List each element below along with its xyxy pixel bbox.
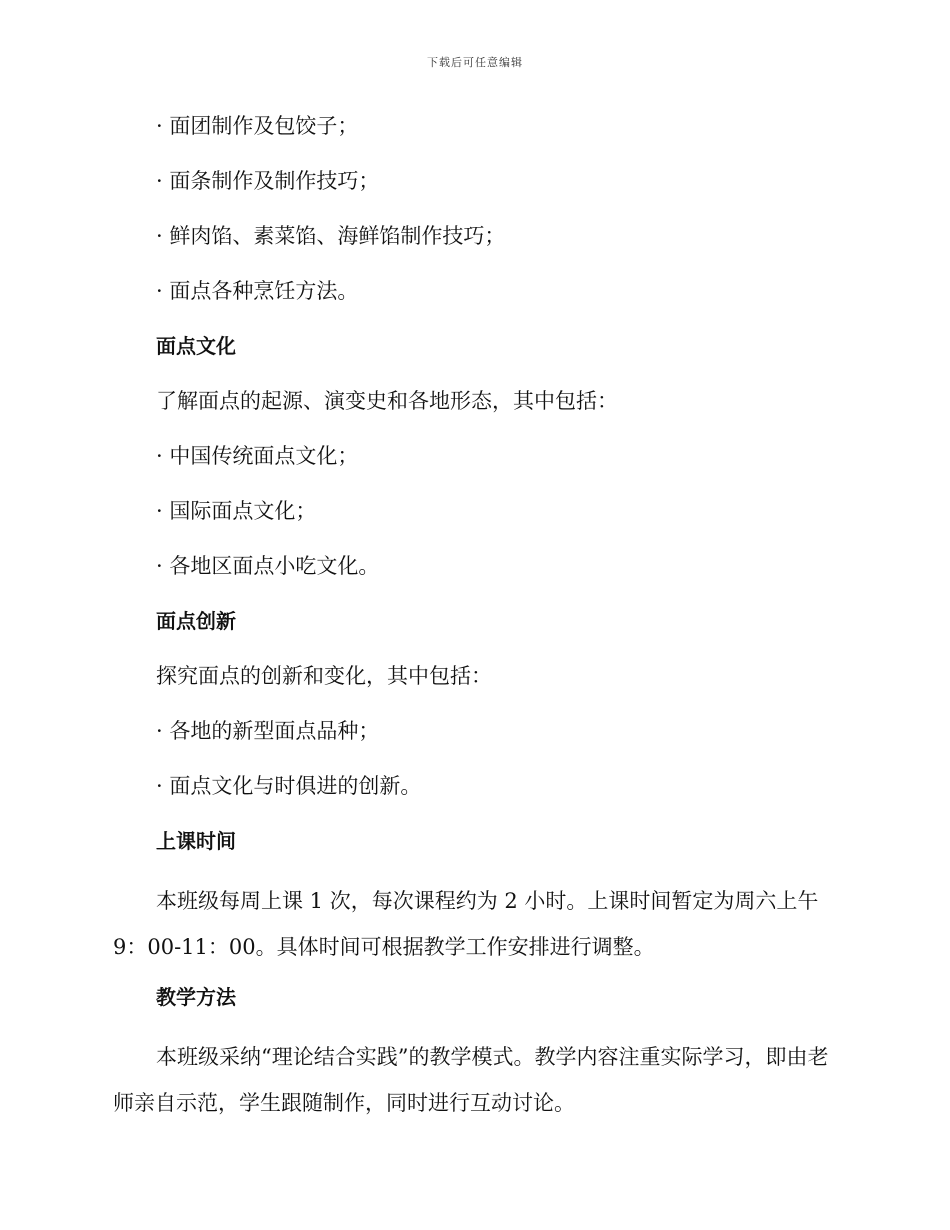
section-heading-method: 教学方法 <box>156 985 236 1009</box>
method-paragraph: 本班级采纳“理论结合实践”的教学模式。教学内容注重实际学习，即由老师亲自示范，学生跟随制作，同时进行互动讨论。 <box>113 1045 829 1115</box>
section-heading-innovation: 面点创新 <box>156 609 236 633</box>
header-note: 下载后可任意编辑 <box>427 56 523 69</box>
list-item: · 面团制作及包饺子； <box>156 114 359 138</box>
schedule-paragraph: 本班级每周上课 1 次，每次课程约为 2 小时。上课时间暂定为周六上午 9：00-11：00。具体时间可根据教学工作安排进行调整。 <box>113 889 819 959</box>
list-item: · 面点文化与时俱进的创新。 <box>156 774 422 798</box>
list-item: · 各地区面点小吃文化。 <box>156 554 380 578</box>
section-intro-culture: 了解面点的起源、演变史和各地形态，其中包括： <box>156 389 618 413</box>
list-item: · 鲜肉馅、素菜馅、海鲜馅制作技巧； <box>156 224 506 248</box>
section-intro-innovation: 探究面点的创新和变化，其中包括： <box>156 664 492 688</box>
list-item: · 中国传统面点文化； <box>156 444 359 468</box>
list-item: · 各地的新型面点品种； <box>156 719 380 743</box>
section-heading-schedule: 上课时间 <box>156 829 236 853</box>
document-body <box>113 108 833 1135</box>
list-item: · 面点各种烹饪方法。 <box>156 279 359 303</box>
section-heading-culture: 面点文化 <box>156 334 236 358</box>
list-item: · 面条制作及制作技巧； <box>156 169 380 193</box>
list-item: · 国际面点文化； <box>156 499 317 523</box>
